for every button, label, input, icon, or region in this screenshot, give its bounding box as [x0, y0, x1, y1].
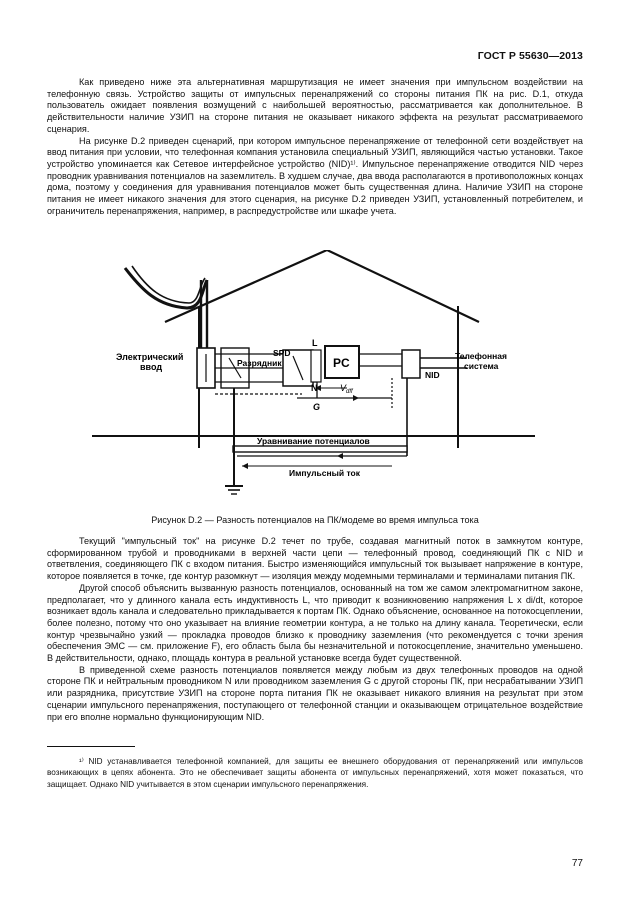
footnote [47, 756, 583, 790]
label-l: L [312, 338, 318, 348]
label-g: G [313, 402, 321, 412]
label-vdiff: $V_{dff}$ [340, 383, 353, 395]
page-number: 77 [571, 858, 583, 869]
text-block-top [47, 77, 583, 217]
label-arrester: Разрядник [237, 358, 282, 368]
paragraph: Другой способ объяснить вызванную разность потенциалов, основанный на том же самом электромагнитном законе, предполагает, что у длинного канала есть индуктивность L, что приводит к возникновению напряжения L x di/dt, которое возникает вдоль канала и следовательно прикладывается к портам ПК. Однако объяснение, основанное на потокосцеплении, более полезно, потому что оно указывает на влияние геометрии контура, а не только на длину канала. Теоретически, если контур чрезвычайно узкий — прокладка проводов близко к проводнику заземления (что рекомендуется с точки зрения обеспечения ЭМС — см. приложение F), его область была бы незначительной и потокосцепление, значительно уменьшено. В действительности, однако, площадь контура в реальной установке всегда будет существенной. [47, 582, 583, 664]
house-roof [165, 250, 479, 322]
label-bonding: Уравнивание потенциалов [257, 436, 370, 446]
paragraph: На рисунке D.2 приведен сценарий, при котором импульсное перенапряжение от телефонной сети воздействует на ввод питания при условии, что телефонная компания установила специальный УЗИП, являющийся частью установки. Такое устройство упоминается как Сетевое интерфейсное устройство (NID)¹⁾. Импульсное перенапряжение отводится NID через проводник уравнивания потенциалов на заземлитель. В худшем случае, два ввода располагаются в противоположных концах дома, поэтому у соединения для уравнивания потенциалов может быть существенная длина. Наличие УЗИП на стороне питания не имеет никакого значения для этого сценария, на рисунке D.2 приведен УЗИП, установленный потребителем, и ограничитель перенапряжения, например, в распредустройстве или шкафе учета. [47, 135, 583, 216]
paragraph: Как приведено ниже эта альтернативная маршрутизация не имеет значения при импульсном воздействии на телефонную связь. Устройство защиты от импульсных перенапряжений со стороны питания ПК на рис. D.1, откуда пользователь ожидает появления возмущений с наибольшей вероятностью, рассматривается как дополнительное. В действительности наличие УЗИП на стороне питания не оказывает никакого эффекта на результат рассматриваемого сценария. [47, 77, 583, 134]
label-nid: NID [425, 370, 440, 380]
figure-d2 [47, 250, 583, 512]
paragraph: В приведенной схеме разность потенциалов появляется между любым из двух телефонных проводов на одной стороне ПК и нейтральным проводником N или проводником заземления G с другой стороны ПК, при несрабатывании УЗИП или разрядника, присутствие УЗИП на стороне порта питания ПК не оказывает никакого влияния на результат при этом сценарии импульсного перенапряжения, поступающего от телефонной станции и оказывающем отрицательное воздействие при его вполне нормально функционирующим NID. [47, 664, 583, 722]
label-phone-system-2: система [464, 361, 499, 371]
label-power-entry-2: ввод [140, 362, 163, 372]
label-power-entry: Электрический [116, 352, 184, 362]
label-phone-system: Телефонная [455, 351, 507, 361]
nid-box [402, 350, 420, 378]
text-block-bottom [47, 536, 583, 723]
paragraph: Текущий "импульсный ток" на рисунке D.2 течет по трубе, создавая магнитный поток в замкнутом контуре, сформированном трубой и проводниками в верхней части цепи — телефонный провод, соединяющий ПК с NID и ответвления, соединяющего ПК с входом питания. Быстро изменяющийся импульсный ток вызывает напряжение в контуре, которое появляется в точке, где контур разомкнут — изоляция между модемными терминалами и терминалами питания ПК. [47, 536, 583, 582]
bonding-conductor [233, 446, 407, 452]
label-surge-current: Импульсный ток [289, 468, 360, 478]
figure-caption: Рисунок D.2 — Разность потенциалов на ПК/модеме во время импульса тока [151, 515, 479, 525]
label-pc: PC [333, 356, 350, 370]
label-n: N [311, 383, 318, 393]
label-spd: SPD [273, 348, 291, 358]
footnote-text: ¹⁾ NID устанавливается телефонной компанией, для защиты ее внешнего оборудования от перенапряжений или импульсов возникающих в цепях абонента. Это не обеспечивает защиты абонента от импульсных перенапряжений, хотя может показаться, что защищает. Однако NID учитывается в этом сценарии импульсного перенапряжения. [47, 757, 583, 789]
footnote-separator [47, 746, 135, 747]
surge-diagram [47, 250, 583, 512]
document-standard-number: ГОСТ Р 55630—2013 [477, 50, 583, 62]
